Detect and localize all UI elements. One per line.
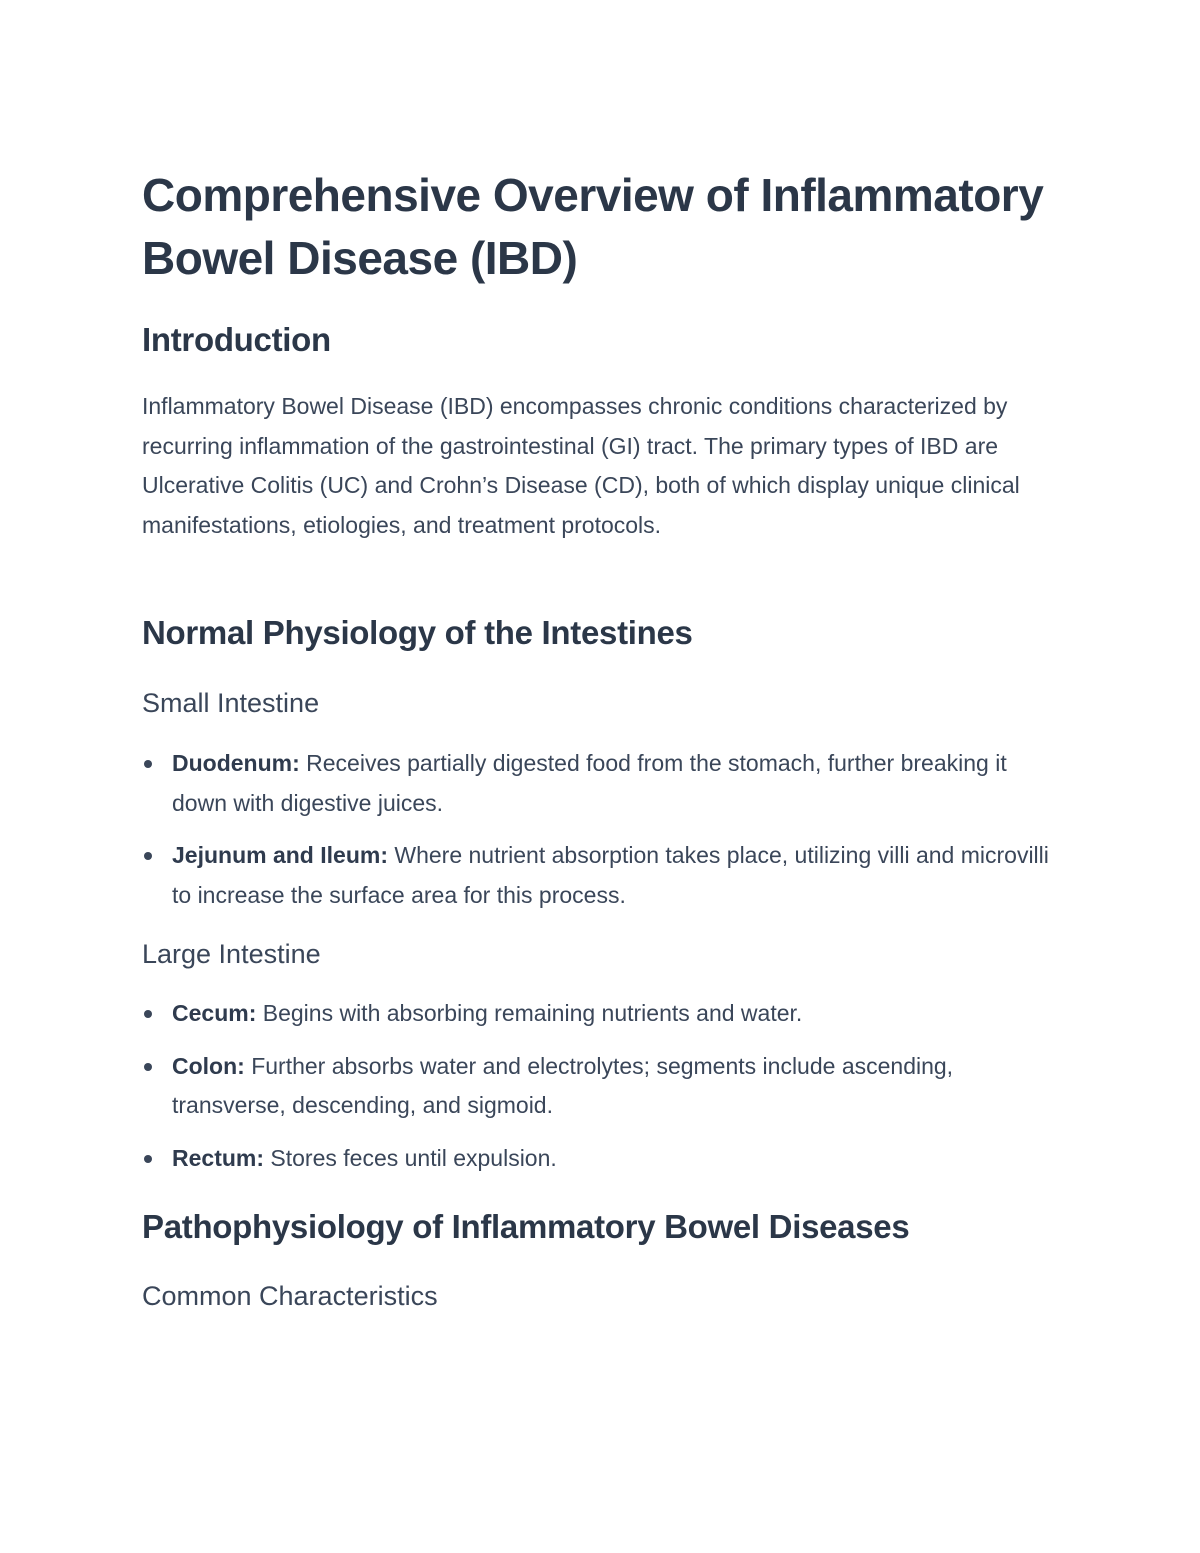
heading-pathophysiology: Pathophysiology of Inflammatory Bowel Diseases bbox=[142, 1208, 910, 1245]
heading-introduction: Introduction bbox=[142, 321, 331, 358]
list-item-text: Where nutrient absorption takes place, utilizing villi and microvilli to increase the surface area for this process. bbox=[172, 842, 1049, 908]
bullet-icon bbox=[144, 1063, 152, 1071]
list-item-text: Stores feces until expulsion. bbox=[264, 1144, 557, 1171]
list-item bbox=[142, 1139, 1062, 1179]
heading-small-intestine: Small Intestine bbox=[142, 688, 320, 718]
list-item-term: Cecum: bbox=[172, 1000, 257, 1026]
list-item-term: Rectum: bbox=[172, 1144, 265, 1171]
heading-large-intestine: Large Intestine bbox=[142, 939, 321, 969]
bullet-icon bbox=[144, 1155, 152, 1163]
list-item-text: Further absorbs water and electrolytes; segments include ascending, transverse, descending, and sigmoid. bbox=[172, 1052, 954, 1118]
small-intestine-list bbox=[142, 744, 1062, 928]
heading-common-characteristics: Common Characteristics bbox=[142, 1281, 438, 1311]
bullet-icon bbox=[144, 1010, 152, 1018]
heading-normal-physiology: Normal Physiology of the Intestines bbox=[142, 614, 693, 651]
large-intestine-list bbox=[142, 994, 1062, 1191]
list-item-text: Begins with absorbing remaining nutrients and water. bbox=[256, 1000, 803, 1026]
list-item-term: Colon: bbox=[172, 1052, 245, 1079]
list-item bbox=[142, 836, 1062, 915]
list-item-term: Duodenum: bbox=[172, 750, 300, 776]
list-item-text: Receives partially digested food from the stomach, further breaking it down with digestive juices. bbox=[172, 750, 1007, 816]
bullet-icon bbox=[144, 760, 152, 768]
list-item bbox=[142, 994, 1062, 1034]
introduction-paragraph: Inflammatory Bowel Disease (IBD) encompasses chronic conditions characterized by recurring inflammation of the gastrointestinal (GI) tract. The primary types of IBD are Ulcerative Colitis (UC) and Crohn’s Disease (CD), both of which display unique clinical manifestations, etiologies, and treatment protocols. bbox=[142, 393, 1020, 538]
document-title: Comprehensive Overview of Inflammatory Bowel Disease (IBD) bbox=[142, 169, 1044, 284]
bullet-icon bbox=[144, 852, 152, 860]
list-item bbox=[142, 1047, 1062, 1126]
list-item-term: Jejunum and Ileum: bbox=[172, 842, 388, 868]
list-item bbox=[142, 744, 1062, 823]
